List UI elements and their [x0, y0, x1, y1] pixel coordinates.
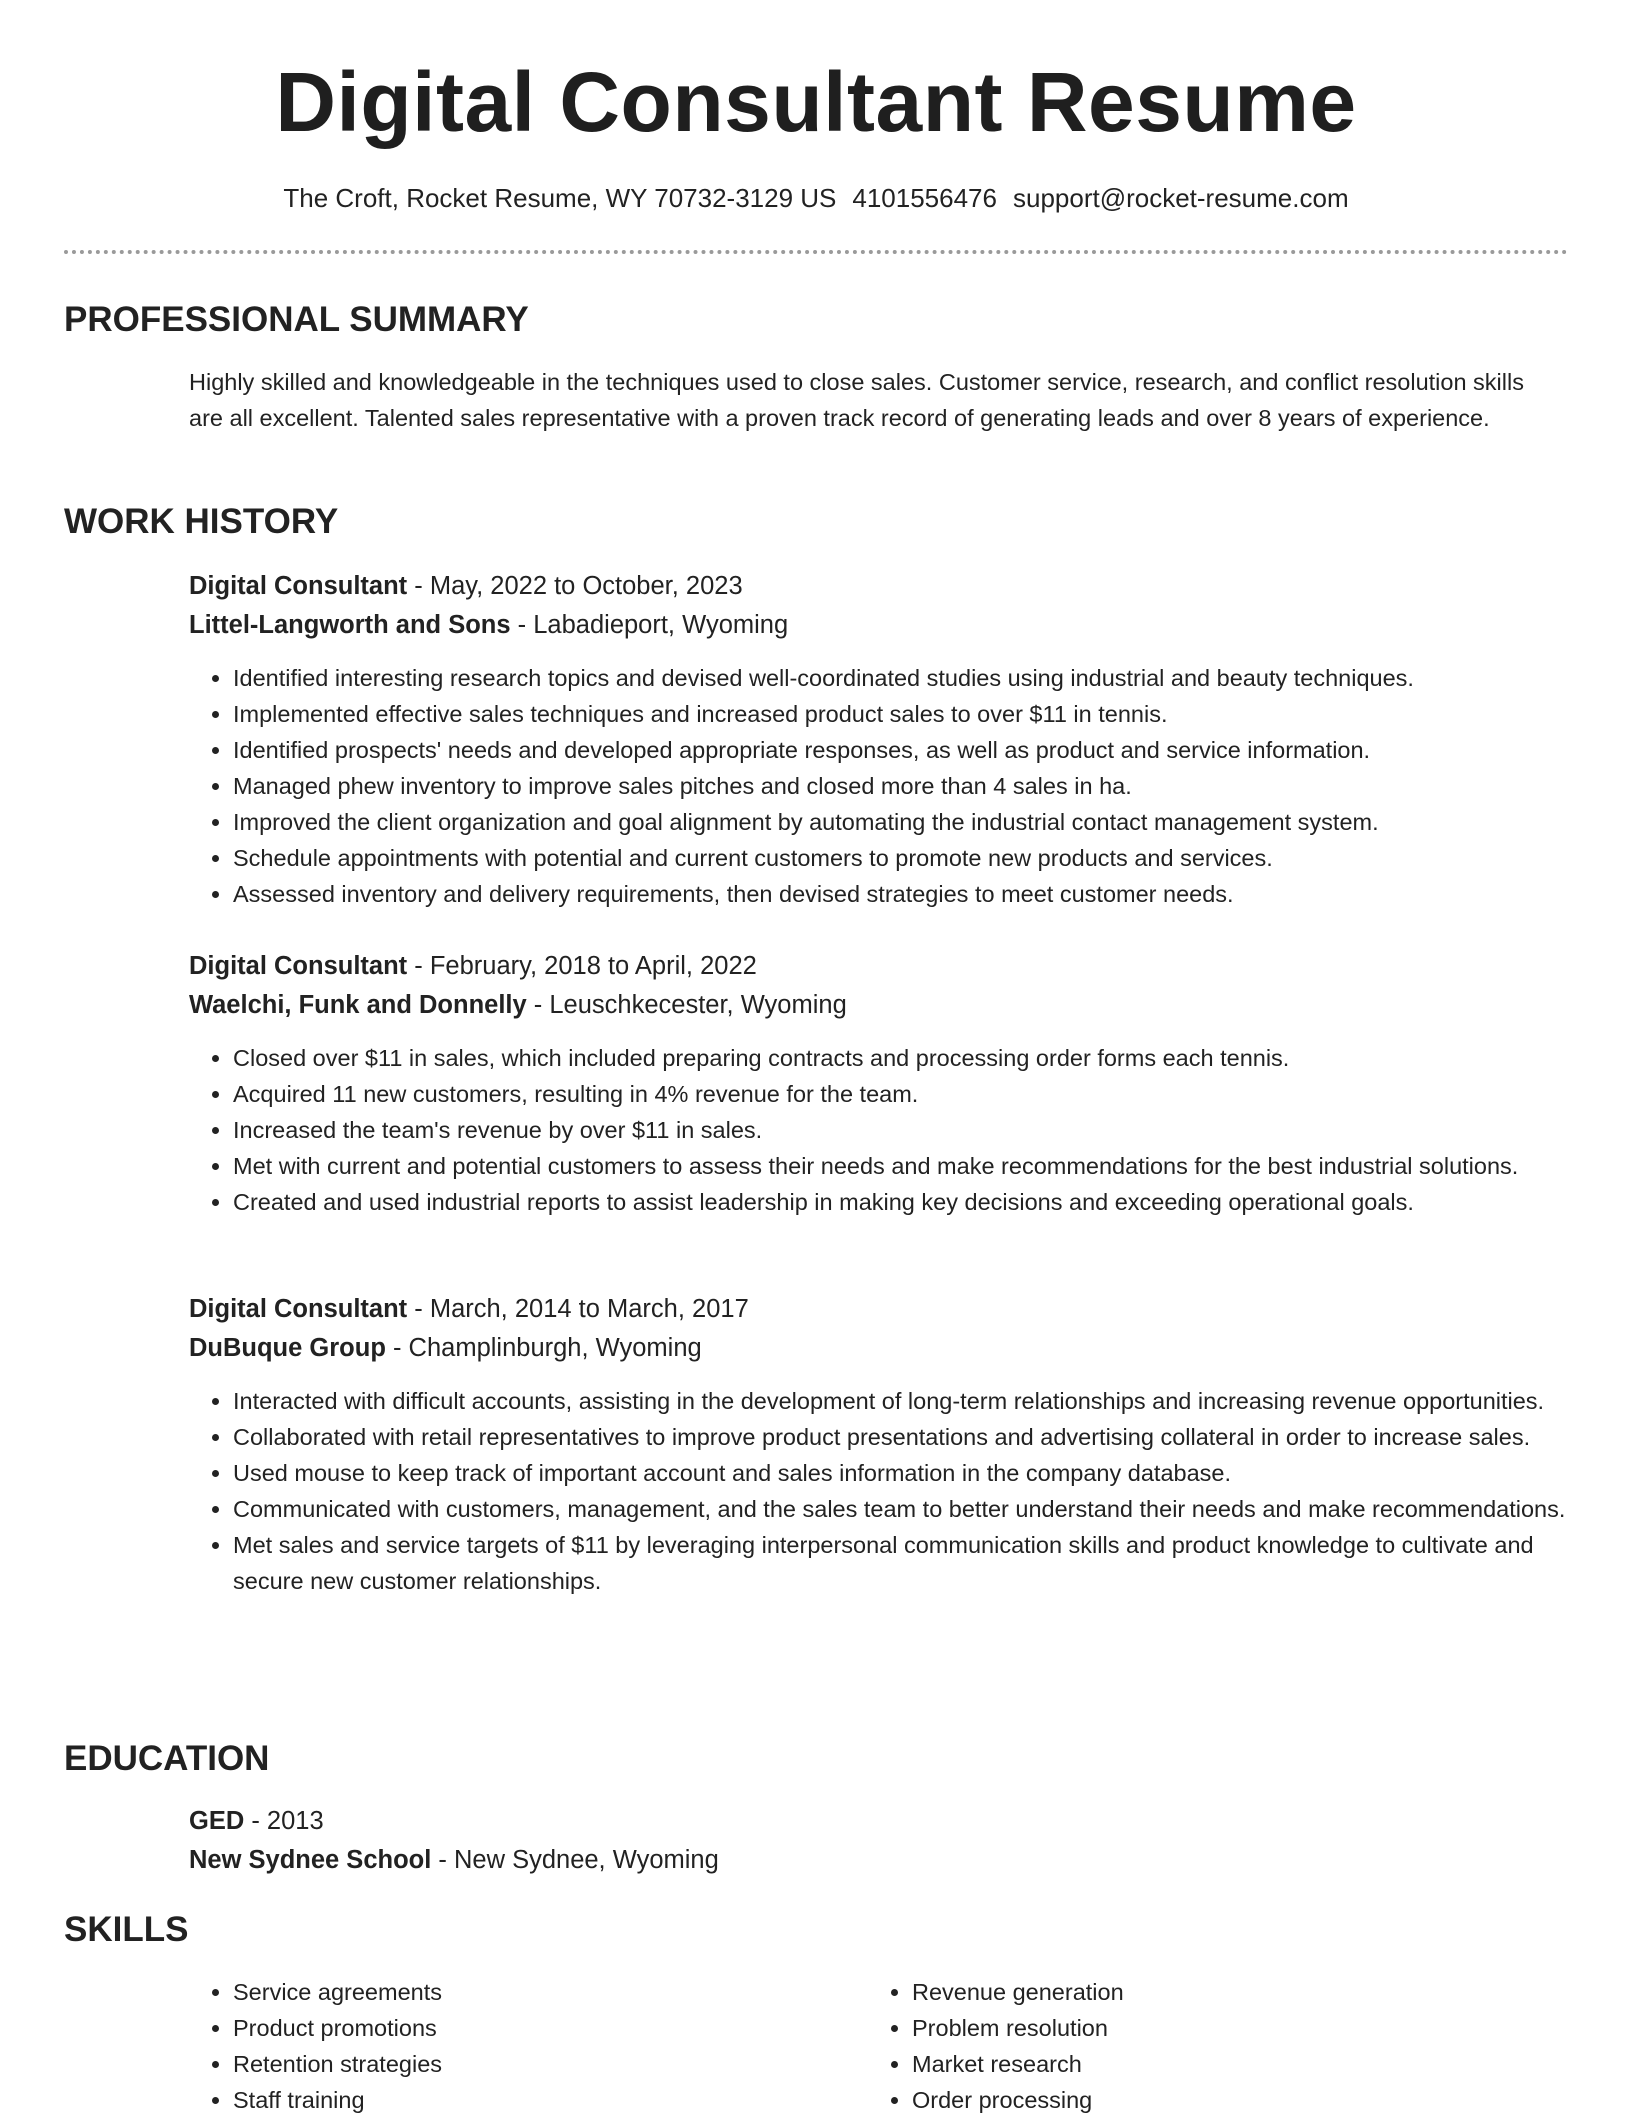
skills-column-left [189, 1974, 789, 2118]
skill-item: • Service agreements [233, 1974, 789, 2010]
contact-info [0, 180, 1632, 216]
summary-text: Highly skilled and knowledgeable in the techniques used to close sales. Customer service, research, and conflict resolution skills are all excellent. Talented sales representative with a proven track record of generating leads and over 8 years of experience. [189, 369, 1524, 431]
job-entry [189, 567, 1569, 912]
job-location: - Labadieport, Wyoming [510, 611, 789, 639]
education-school-line [189, 1841, 1569, 1880]
education-year: - 2013 [244, 1807, 324, 1835]
skill-item: • Staff training [233, 2082, 789, 2118]
job-title-line [189, 1290, 1569, 1329]
list-item: • Interacted with difficult accounts, assisting in the development of long-term relationships and increasing revenue opportunities. [233, 1383, 1569, 1419]
skill-item: • Problem resolution [912, 2010, 1468, 2046]
list-item: • Collaborated with retail representatives to improve product presentations and advertising collateral in order to increase sales. [233, 1419, 1569, 1455]
section-heading-education: EDUCATION [64, 1739, 270, 1778]
job-dates: - February, 2018 to April, 2022 [407, 952, 757, 980]
skill-item: • Revenue generation [912, 1974, 1468, 2010]
job-location: - Leuschkecester, Wyoming [526, 991, 847, 1019]
education-school: New Sydnee School [189, 1846, 432, 1874]
job-entry [189, 947, 1569, 1220]
job-dates: - May, 2022 to October, 2023 [407, 572, 743, 600]
job-title: Digital Consultant [189, 1295, 408, 1323]
skills-list-left [189, 1974, 789, 2118]
job-title: Digital Consultant [189, 572, 408, 600]
skill-item: • Product promotions [233, 2010, 789, 2046]
resume-title: Digital Consultant Resume [275, 55, 1357, 149]
list-item: • Identified interesting research topics and devised well-coordinated studies using industrial and beauty techniques. [233, 660, 1569, 696]
education-entry [189, 1802, 1569, 1880]
education-degree-line [189, 1802, 1569, 1841]
job-company-line [189, 986, 1569, 1025]
job-location: - Champlinburgh, Wyoming [385, 1334, 702, 1362]
job-bullets [189, 660, 1569, 912]
job-company: DuBuque Group [189, 1334, 386, 1362]
list-item: • Acquired 11 new customers, resulting in 4% revenue for the team. [233, 1076, 1569, 1112]
section-heading-skills: SKILLS [64, 1910, 189, 1949]
list-item: • Managed phew inventory to improve sales pitches and closed more than 4 sales in ha. [233, 768, 1569, 804]
section-heading-work-history: WORK HISTORY [64, 502, 339, 541]
list-item: • Improved the client organization and goal alignment by automating the industrial contact management system. [233, 804, 1569, 840]
skill-item: • Retention strategies [233, 2046, 789, 2082]
job-dates: - March, 2014 to March, 2017 [407, 1295, 749, 1323]
job-company-line [189, 1329, 1569, 1368]
job-title-line [189, 567, 1569, 606]
job-bullets [189, 1040, 1569, 1220]
list-item: • Increased the team's revenue by over $11 in sales. [233, 1112, 1569, 1148]
education-location: - New Sydnee, Wyoming [431, 1846, 719, 1874]
list-item: • Created and used industrial reports to assist leadership in making key decisions and exceeding operational goals. [233, 1184, 1569, 1220]
skills-column-right [868, 1974, 1468, 2118]
list-item: • Identified prospects' needs and developed appropriate responses, as well as product and service information. [233, 732, 1569, 768]
job-company-line [189, 606, 1569, 645]
header-divider [64, 250, 1568, 254]
skills-list-right [868, 1974, 1468, 2118]
contact-email[interactable]: support@rocket-resume.com [1012, 183, 1349, 213]
list-item: • Met with current and potential customers to assess their needs and make recommendations for the best industrial solutions. [233, 1148, 1569, 1184]
list-item: • Implemented effective sales techniques and increased product sales to over $11 in tennis. [233, 696, 1569, 732]
job-bullets [189, 1383, 1569, 1599]
list-item: • Schedule appointments with potential and current customers to promote new products and services. [233, 840, 1569, 876]
list-item: • Used mouse to keep track of important account and sales information in the company database. [233, 1455, 1569, 1491]
job-title: Digital Consultant [189, 952, 408, 980]
contact-address: The Croft, Rocket Resume, WY 70732-3129 US [283, 183, 837, 213]
list-item: • Communicated with customers, management, and the sales team to better understand their needs and make recommendations. [233, 1491, 1569, 1527]
job-entry [189, 1290, 1569, 1599]
job-company: Littel-Langworth and Sons [189, 611, 511, 639]
list-item: • Closed over $11 in sales, which included preparing contracts and processing order forms each tennis. [233, 1040, 1569, 1076]
job-company: Waelchi, Funk and Donnelly [189, 991, 527, 1019]
job-title-line [189, 947, 1569, 986]
list-item: • Assessed inventory and delivery requirements, then devised strategies to meet customer needs. [233, 876, 1569, 912]
education-degree: GED [189, 1807, 245, 1835]
contact-phone: 4101556476 [852, 183, 997, 213]
skill-item: • Market research [912, 2046, 1468, 2082]
list-item: • Met sales and service targets of $11 by leveraging interpersonal communication skills and product knowledge to cultivate and secure new customer relationships. [233, 1527, 1569, 1599]
section-heading-summary: PROFESSIONAL SUMMARY [64, 300, 529, 339]
skill-item: • Order processing [912, 2082, 1468, 2118]
